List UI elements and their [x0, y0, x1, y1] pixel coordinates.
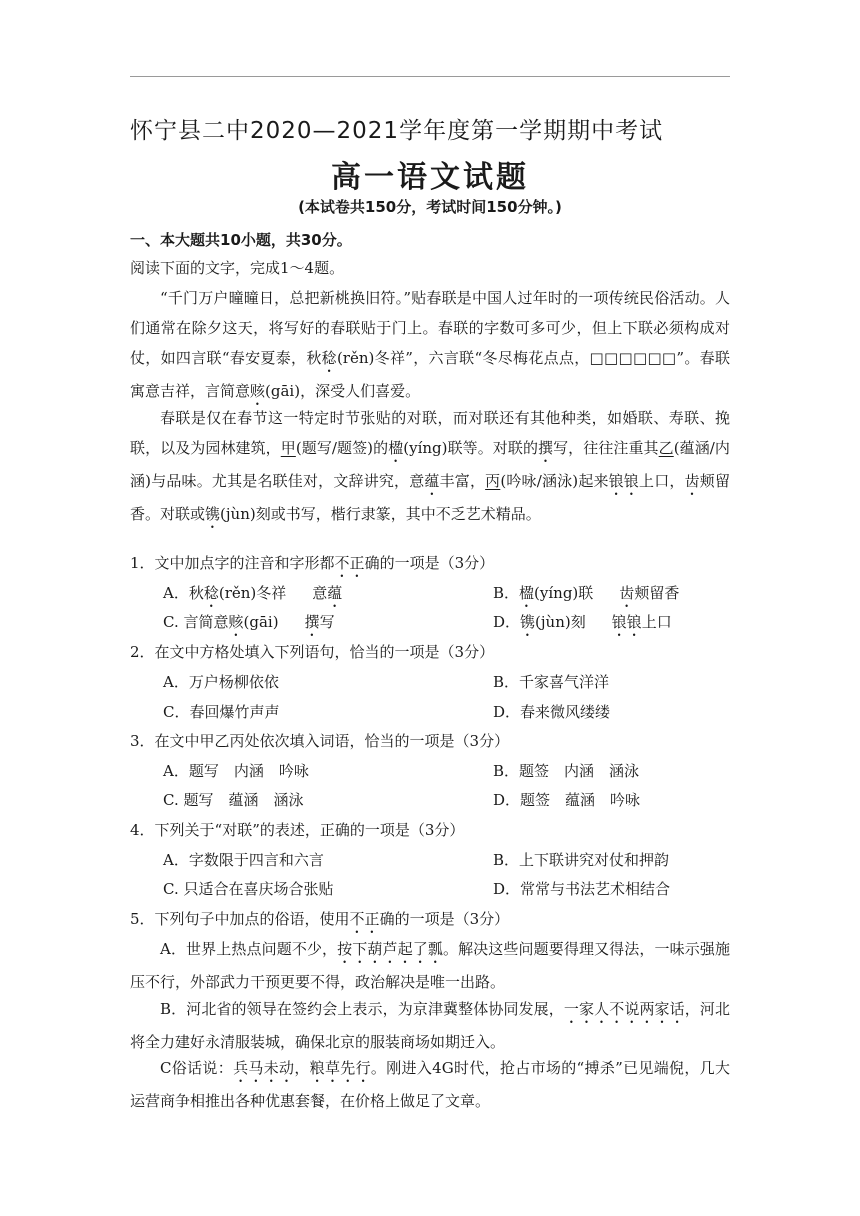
question-4-stem: 4．下列关于“对联”的表述，正确的一项是（3分） — [130, 821, 465, 839]
subject-title: 高一语文试题 — [331, 160, 529, 195]
question-2-option-c: C．春回爆竹声声 — [163, 703, 280, 721]
question-5-option-c: C俗话说：兵马未动，粮草先行。刚进入4G时代，抢占市场的“搏杀”已见端倪，几大运营商争相推出各种优惠套餐，在价格上做足了文章。 — [130, 1059, 730, 1110]
question-1-option-d: D．镌(jùn)刻 锒锒上口 — [493, 613, 672, 631]
exam-note: (本试卷共150分，考试时间150分钟。) — [298, 198, 562, 216]
question-3-option-c: C. 题写 蕴涵 涵泳 — [163, 791, 304, 809]
reading-instruction: 阅读下面的文字，完成1～4题。 — [130, 259, 345, 277]
question-1-stem: 1．文中加点字的注音和字形都不正确的一项是（3分） — [130, 554, 495, 572]
question-3-option-b: B．题签 内涵 涵泳 — [493, 762, 640, 780]
header-rule — [130, 76, 730, 77]
dotted-char: 稔 — [321, 349, 337, 367]
question-4-option-a: A．字数限于四言和六言 — [163, 851, 324, 869]
question-4-option-d: D．常常与书法艺术相结合 — [493, 880, 671, 898]
question-3-option-d: D．题签 蕴涵 吟咏 — [493, 791, 641, 809]
dotted-char: 镌 — [205, 505, 221, 523]
dotted-proverb: 按下葫芦起了瓢 — [337, 940, 443, 958]
dotted-char: 蕴 — [424, 472, 440, 490]
blank-marker-bing: 丙 — [485, 472, 501, 490]
dotted-char: 撰 — [538, 439, 554, 457]
dotted-proverb: 一家人不说两家话 — [563, 1000, 685, 1018]
question-4-option-c: C. 只适合在喜庆场合张贴 — [163, 880, 334, 898]
question-3-option-a: A．题写 内涵 吟咏 — [163, 762, 309, 780]
exam-title: 怀宁县二中2020—2021学年度第一学期期中考试 — [130, 118, 664, 144]
question-2-option-a: A．万户杨柳依依 — [163, 673, 279, 691]
question-4-option-b: B．上下联讲究对仗和押韵 — [493, 851, 670, 869]
dotted-proverb: 兵马未动，粮草先行 — [233, 1059, 371, 1077]
blank-marker-yi: 乙 — [658, 439, 674, 457]
question-2-option-d: D．春来微风缕缕 — [493, 703, 611, 721]
dotted-char: 楹 — [388, 439, 404, 457]
dotted-char: 赅 — [250, 382, 266, 400]
passage-paragraph-1: “千门万户曈曈日，总把新桃换旧符。”贴春联是中国人过年时的一项传统民俗活动。人们通常在除夕这天，将写好的春联贴于门上。春联的字数可多可少，但上下联必须构成对仗，如四言联“春安夏泰，秋稔(rěn)冬祥”，六言联“冬尽梅花点点，□□□□□□”。春联寓意吉祥，言简意赅(gāi)，深受人们喜爱。 — [130, 289, 730, 400]
question-2-stem: 2．在文中方格处填入下列语句，恰当的一项是（3分） — [130, 643, 495, 661]
section-heading: 一、本大题共10小题，共30分。 — [130, 231, 352, 249]
dotted-char: 齿 — [684, 472, 700, 490]
question-1-option-a: A．秋稔(rěn)冬祥 意蕴 — [163, 584, 343, 602]
question-5-stem: 5．下列句子中加点的俗语，使用不正确的一项是（3分） — [130, 910, 510, 928]
question-1-option-c: C. 言简意赅(gāi) 撰写 — [163, 613, 335, 631]
dotted-char: 锒锒 — [608, 472, 640, 490]
blank-marker-jia: 甲 — [280, 439, 296, 457]
question-3-stem: 3．在文中甲乙丙处依次填入词语，恰当的一项是（3分） — [130, 732, 510, 750]
question-5-option-a: A．世界上热点问题不少，按下葫芦起了瓢。解决这些问题要得理又得法，一味示强施压不行，外部武力干预更要不得，政治解决是唯一出路。 — [130, 940, 730, 991]
question-2-option-b: B．千家喜气洋洋 — [493, 673, 610, 691]
passage-paragraph-2: 春联是仅在春节这一特定时节张贴的对联，而对联还有其他种类，如婚联、寿联、挽联，以及为园林建筑，甲(题写/题签)的楹(yíng)联等。对联的撰写，往往注重其乙(蕴涵/内涵)与品味。尤其是名联佳对，文辞讲究，意蕴丰富，丙(吟咏/涵泳)起来锒锒上口，齿颊留香。对联或镌(jùn)刻或书写，楷行隶篆，其中不乏艺术精品。 — [130, 409, 730, 523]
question-1-option-b: B．楹(yíng)联 齿颊留香 — [493, 584, 680, 602]
question-5-option-b: B．河北省的领导在签约会上表示，为京津冀整体协同发展，一家人不说两家话，河北将全力建好永清服装城，确保北京的服装商场如期迁入。 — [130, 1000, 730, 1051]
